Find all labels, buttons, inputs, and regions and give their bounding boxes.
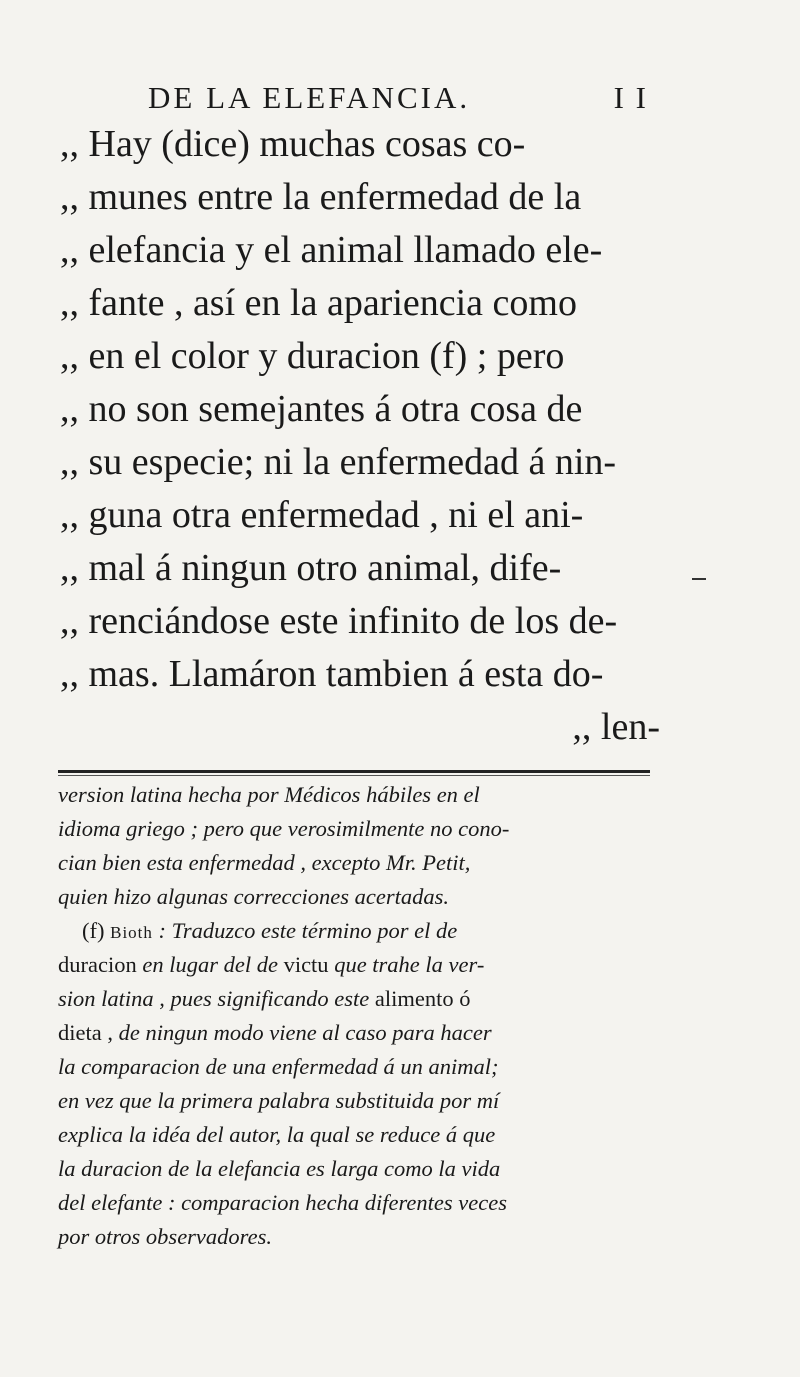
- page-number: I I: [613, 80, 648, 115]
- footnote-line: [58, 948, 658, 982]
- text-line: ,, en el color y duracion (f) ; pero: [60, 335, 565, 377]
- text-line: ,, guna otra enfermedad , ni el ani-: [60, 494, 584, 536]
- footnote-text: duracion: [58, 952, 137, 977]
- footnote-line: quien hizo algunas correcciones acertadas.: [58, 884, 449, 909]
- footnote-line: del elefante : comparacion hecha diferentes veces: [58, 1190, 507, 1215]
- footnote-text: sion latina , pues significando este: [58, 986, 370, 1011]
- catchword: ,, len-: [572, 706, 660, 748]
- footnote-marker: (f): [82, 918, 105, 943]
- footnote-source: Bioth: [110, 923, 153, 942]
- text-line: ,, su especie; ni la enfermedad á nin-: [60, 441, 617, 483]
- running-head: [148, 80, 648, 116]
- margin-dash: [692, 578, 706, 580]
- footnote-text: victu: [283, 952, 329, 977]
- text-line: ,, mal á ningun otro animal, dife-: [60, 547, 562, 589]
- text-line: ,, Hay (dice) muchas cosas co-: [60, 123, 526, 165]
- footnote-line: en vez que la primera palabra substituida por mí: [58, 1088, 500, 1113]
- footnote-text: alimento ó: [374, 986, 471, 1011]
- footnote-line: [58, 1016, 658, 1050]
- running-title: DE LA ELEFANCIA.: [148, 80, 471, 115]
- footnote-line: explica la idéa del autor, la qual se reduce á que: [58, 1122, 496, 1147]
- text-line: ,, mas. Llamáron tambien á esta do-: [60, 653, 604, 695]
- footnote-line: por otros observadores.: [58, 1224, 272, 1249]
- footnotes: [58, 778, 658, 1254]
- footnote-text: en lugar del de: [142, 952, 278, 977]
- footnote-line: cian bien esta enfermedad , excepto Mr. Petit,: [58, 850, 471, 875]
- footnote-rule: [58, 770, 650, 773]
- text-line: ,, no son semejantes á otra cosa de: [60, 388, 583, 430]
- footnote-line: [58, 914, 658, 948]
- footnote-text: que trahe la ver-: [334, 952, 485, 977]
- footnote-line: idioma griego ; pero que verosimilmente no cono-: [58, 816, 510, 841]
- text-line: ,, elefancia y el animal llamado ele-: [60, 229, 603, 271]
- text-line: ,, renciándose este infinito de los de-: [60, 600, 618, 642]
- footnote-text: dieta ,: [58, 1020, 113, 1045]
- footnote-text: de ningun modo viene al caso para hacer: [118, 1020, 492, 1045]
- main-text: [60, 118, 660, 754]
- text-line: ,, fante , así en la apariencia como: [60, 282, 577, 324]
- footnote-line: la duracion de la elefancia es larga como la vida: [58, 1156, 501, 1181]
- footnote-line: version latina hecha por Médicos hábiles en el: [58, 782, 480, 807]
- footnote-line: [58, 982, 658, 1016]
- text-line: ,, munes entre la enfermedad de la: [60, 176, 582, 218]
- footnote-text: : Traduzco este término por el de: [158, 918, 458, 943]
- footnote-line: la comparacion de una enfermedad á un animal;: [58, 1054, 499, 1079]
